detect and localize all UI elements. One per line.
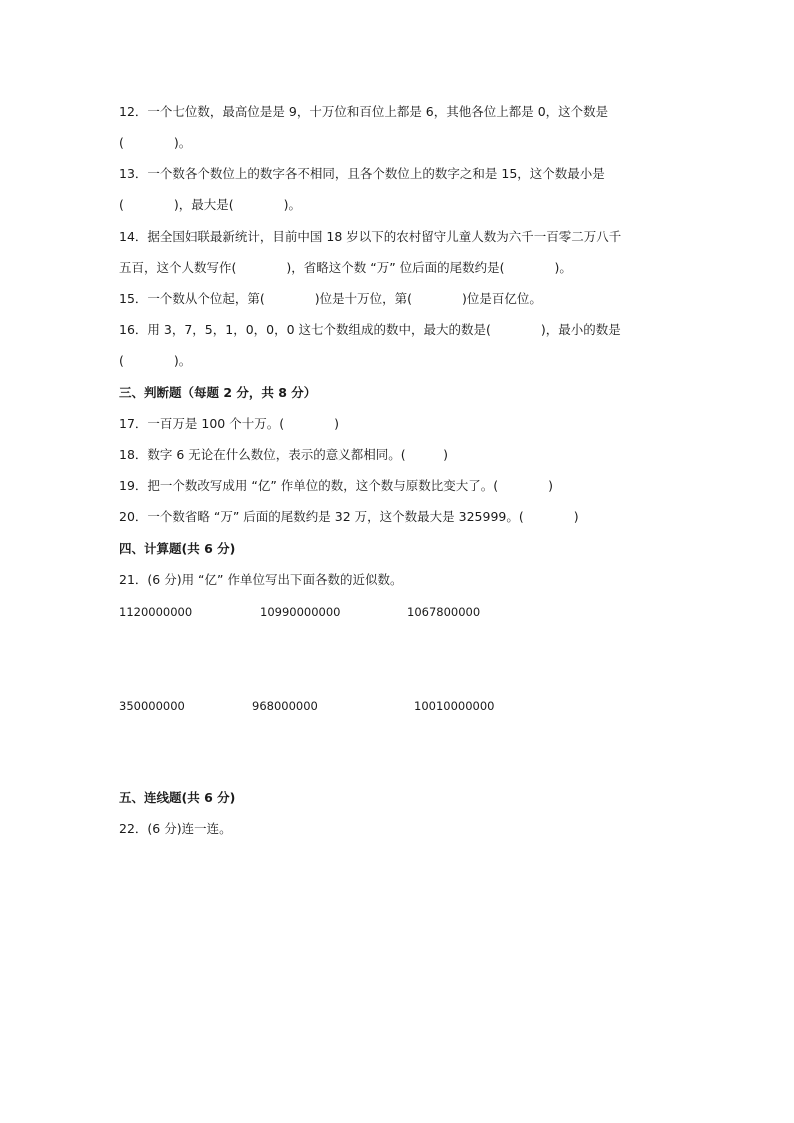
section-3-heading: 三、判断题（每题 2 分，共 8 分） <box>119 385 317 400</box>
question-13-line-1: 13．一个数各个数位上的数字各不相同，且各个数位上的数字之和是 15，这个数最小是 <box>119 166 605 181</box>
question-21: 21．(6 分)用 “亿” 作单位写出下面各数的近似数。 <box>119 572 403 587</box>
number-1067800000: 1067800000 <box>407 605 481 619</box>
number-968000000: 968000000 <box>252 699 318 713</box>
number-10010000000: 10010000000 <box>414 699 495 713</box>
question-16-line-1: 16．用 3，7，5，1，0，0，0 这七个数组成的数中，最大的数是( )，最小的数是 <box>119 322 621 337</box>
number-1120000000: 1120000000 <box>119 605 193 619</box>
question-15: 15．一个数从个位起，第( )位是十万位，第( )位是百亿位。 <box>119 291 542 306</box>
question-22: 22．(6 分)连一连。 <box>119 821 232 836</box>
number-10990000000: 10990000000 <box>260 605 341 619</box>
question-18: 18．数字 6 无论在什么数位，表示的意义都相同。( ) <box>119 447 449 462</box>
question-14-line-2: 五百，这个人数写作( )，省略这个数 “万” 位后面的尾数约是( )。 <box>119 260 572 275</box>
question-16-line-2: ( )。 <box>119 353 192 368</box>
question-12-line-1: 12．一个七位数，最高位是是 9，十万位和百位上都是 6，其他各位上都是 0，这个数是 <box>119 104 609 119</box>
section-5-heading: 五、连线题(共 6 分) <box>119 790 236 805</box>
section-4-heading: 四、计算题(共 6 分) <box>119 541 236 556</box>
question-13-line-2: ( )，最大是( )。 <box>119 197 302 212</box>
question-20: 20．一个数省略 “万” 后面的尾数约是 32 万，这个数最大是 325999。( ) <box>119 509 579 524</box>
question-19: 19．把一个数改写成用 “亿” 作单位的数，这个数与原数比变大了。( ) <box>119 478 554 493</box>
question-14-line-1: 14．据全国妇联最新统计，目前中国 18 岁以下的农村留守儿童人数为六千一百零二万八千 <box>119 229 622 244</box>
question-17: 17．一百万是 100 个十万。( ) <box>119 416 339 431</box>
question-12-line-2: ( )。 <box>119 135 192 150</box>
number-350000000: 350000000 <box>119 699 185 713</box>
